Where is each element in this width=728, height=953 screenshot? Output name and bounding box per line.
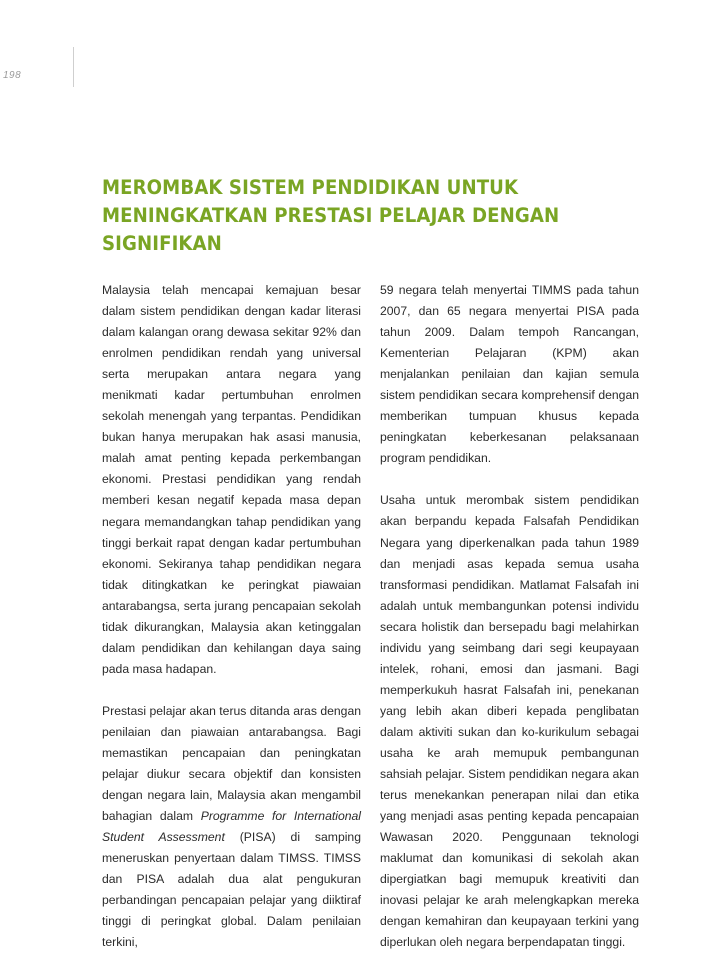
heading-line-3: SIGNIFIKAN <box>102 232 222 255</box>
right-paragraph-2: Usaha untuk merombak sistem pendidikan akan berpandu kepada Falsafah Pendidikan Negara yang diperkenalkan pada tahun 1989 dan menjadi asas kepada semua usaha transformasi pendidikan. Matlamat Falsafah ini adalah untuk membangunkan potensi individu secara holistik dan bersepadu bagi melahirkan individu yang seimbang dari segi keupayaan intelek, rohani, emosi dan jasmani. Bagi memperkukuh hasrat Falsafah ini, penekanan yang lebih akan diberi kepada penglibatan dalam aktiviti sukan dan ko-kurikulum sebagai usaha ke arah memupuk pembangunan sahsiah pelajar. Sistem pendidikan negara akan terus menekankan penerapan nilai dan etika yang menjadi asas penting kepada pencapaian Wawasan 2020. Penggunaan teknologi maklumat dan komunikasi di sekolah akan dipergiatkan bagi memupuk kreativiti dan inovasi pelajar ke arah melengkapkan mereka dengan kemahiran dan keupayaan terkini yang diperlukan oleh negara berpendapatan tinggi. <box>380 493 639 950</box>
left-paragraph-2 <box>102 701 361 953</box>
heading-line-1: MEROMBAK SISTEM PENDIDIKAN UNTUK <box>102 176 519 199</box>
right-column <box>380 280 639 953</box>
page-number: 198 <box>3 70 22 81</box>
right-paragraph-1: 59 negara telah menyertai TIMMS pada tahun 2007, dan 65 negara menyertai PISA pada tahun 2009. Dalam tempoh Rancangan, Kementerian Pelajaran (KPM) akan menjalankan penilaian dan kajian semula sistem pendidikan secara komprehensif dengan memberikan tumpuan khusus kepada peningkatan keberkesanan pelaksanaan program pendidikan. <box>380 283 639 466</box>
left-column <box>102 280 361 953</box>
margin-rule <box>73 47 74 87</box>
left-paragraph-2-italic: Programme for International Student Assessment <box>102 809 361 845</box>
heading-line-2: MENINGKATKAN PRESTASI PELAJAR DENGAN <box>102 204 560 227</box>
left-paragraph-2-text-a: Prestasi pelajar akan terus ditanda aras dengan penilaian dan piawaian antarabangsa. Bagi memastikan pencapaian dan peningkatan pelajar diukur secara objektif dan konsisten dengan negara lain, Malaysia akan mengambil bahagian dalam <box>102 703 361 824</box>
left-paragraph-1: Malaysia telah mencapai kemajuan besar dalam sistem pendidikan dengan kadar literasi dalam kalangan orang dewasa sekitar 92% dan enrolmen pendidikan rendah yang universal serta merupakan antara negara yang menikmati kadar pertumbuhan enrolmen sekolah menengah yang terpantas. Pendidikan bukan hanya merupakan hak asasi manusia, malah amat penting kepada perkembangan ekonomi. Prestasi pendidikan yang rendah memberi kesan negatif kepada masa depan negara memandangkan tahap pendidikan yang tinggi berkait rapat dengan kadar pertumbuhan ekonomi. Sekiranya tahap pendidikan negara tidak ditingkatkan ke peringkat piawaian antarabangsa, serta jurang pencapaian sekolah tidak dikurangkan, Malaysia akan ketinggalan dalam pendidikan dan kehilangan daya saing pada masa hadapan. <box>102 283 361 676</box>
left-paragraph-2-text-b: (PISA) di samping meneruskan penyertaan dalam TIMSS. TIMSS dan PISA adalah dua alat pengukuran perbandingan pencapaian pelajar yang diiktiraf tinggi di peringkat global. Dalam penilaian terkini, <box>102 830 361 950</box>
section-heading <box>102 174 586 258</box>
